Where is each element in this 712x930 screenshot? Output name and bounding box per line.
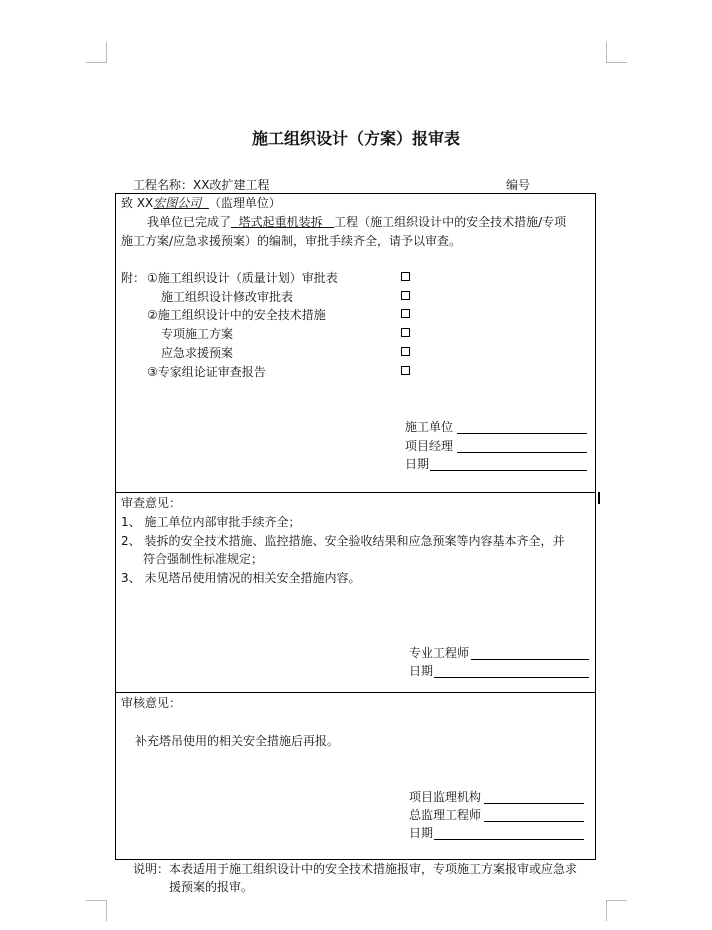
review-item: 符合强制性标准规定； xyxy=(143,552,264,566)
chief-engineer-signature-line[interactable] xyxy=(484,821,584,822)
attachment-checkbox[interactable] xyxy=(401,347,410,356)
document-title: 施工组织设计（方案）报审表 xyxy=(251,129,460,148)
review-item: 2、 装拆的安全技术措施、监控措施、安全验收结果和应急预案等内容基本齐全，并 xyxy=(121,534,565,548)
chief-engineer-label: 总监理工程师 xyxy=(409,808,482,822)
supervision-org-label: 项目监理机构 xyxy=(409,790,482,804)
construction-unit-label: 施工单位 xyxy=(405,420,454,434)
submission-text-line: 我单位已完成了 塔式起重机装拆 工程（施工组织设计中的安全技术措施/专项 xyxy=(147,215,567,229)
date-signature-line[interactable] xyxy=(434,677,589,678)
section-divider xyxy=(115,492,596,493)
approval-opinion: 补充塔吊使用的相关安全措施后再报。 xyxy=(135,734,340,748)
supervision-org-signature-line[interactable] xyxy=(484,803,584,804)
attachment-item: 应急求援预案 xyxy=(161,346,234,360)
attachment-item: 施工组织设计修改审批表 xyxy=(161,290,294,304)
attachment-checkbox[interactable] xyxy=(401,309,410,318)
attachment-item: ②施工组织设计中的安全技术措施 xyxy=(147,308,326,322)
review-item: 3、 未见塔吊使用情况的相关安全措施内容。 xyxy=(121,571,361,585)
page-corner-mark xyxy=(606,42,627,63)
attachment-checkbox[interactable] xyxy=(401,291,410,300)
attachment-item: ③专家组论证审查报告 xyxy=(147,365,266,379)
attachments-prefix: 附： xyxy=(121,271,146,285)
engineer-label: 专业工程师 xyxy=(409,646,470,660)
page-corner-mark xyxy=(606,900,627,921)
date-label: 日期 xyxy=(405,457,430,471)
attachment-item: ①施工组织设计（质量计划）审批表 xyxy=(147,271,338,285)
page-corner-mark xyxy=(86,900,107,921)
review-item: 1、 施工单位内部审批手续齐全； xyxy=(121,515,301,529)
project-item: 塔式起重机装拆 xyxy=(238,215,323,229)
date-signature-line[interactable] xyxy=(430,470,587,471)
approval-heading: 审核意见： xyxy=(121,696,182,710)
addressee-line: 致 XX宏图公司 （监理单位） xyxy=(121,196,281,210)
page-corner-mark xyxy=(86,42,107,63)
engineer-signature-line[interactable] xyxy=(471,659,589,660)
project-manager-label: 项目经理 xyxy=(405,439,454,453)
text-cursor xyxy=(598,492,600,504)
construction-unit-signature-line[interactable] xyxy=(457,433,587,434)
date-signature-line[interactable] xyxy=(434,839,584,840)
section-divider xyxy=(115,692,596,693)
note-line: 说明：本表适用于施工组织设计中的安全技术措施报审，专项施工方案报审或应急求 xyxy=(133,862,578,876)
submission-text-line: 施工方案/应急求援预案）的编制，审批手续齐全，请予以审查。 xyxy=(121,234,462,248)
note-line: 援预案的报审。 xyxy=(169,880,254,894)
review-heading: 审查意见： xyxy=(121,496,182,510)
attachment-item: 专项施工方案 xyxy=(161,327,234,341)
project-name: 工程名称：XX改扩建工程 xyxy=(133,178,270,192)
supervisor-company: 宏图公司 xyxy=(153,196,202,210)
document-number-label: 编号 xyxy=(506,178,531,192)
attachment-checkbox[interactable] xyxy=(401,272,410,281)
date-label: 日期 xyxy=(409,664,434,678)
attachment-checkbox[interactable] xyxy=(401,366,410,375)
attachment-checkbox[interactable] xyxy=(401,328,410,337)
project-manager-signature-line[interactable] xyxy=(457,452,587,453)
date-label: 日期 xyxy=(409,826,434,840)
